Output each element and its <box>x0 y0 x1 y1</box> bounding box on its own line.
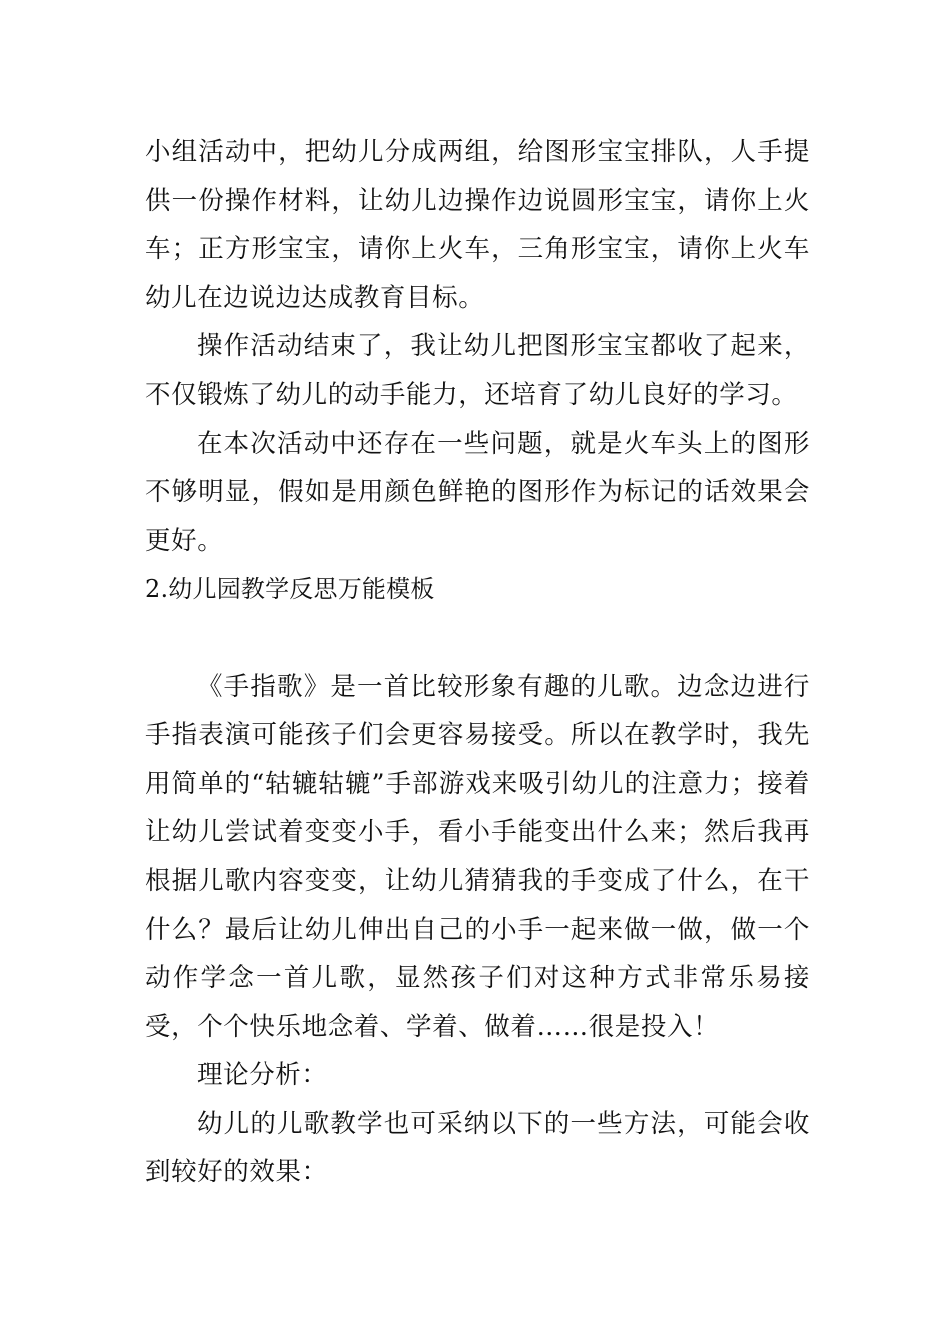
paragraph-methods: 幼儿的儿歌教学也可采纳以下的一些方法，可能会收到较好的效果： <box>145 1108 810 1188</box>
document-body <box>145 128 810 1197</box>
paragraph-theory-label: 理论分析： <box>197 1060 328 1091</box>
blank-line <box>145 614 810 663</box>
paragraph-finger-song: 《手指歌》是一首比较形象有趣的儿歌。边念边进行手指表演可能孩子们会更容易接受。所以在教学时，我先用简单的“轱辘轱辘”手部游戏来吸引幼儿的注意力；接着让幼儿尝试着变变小手，看小手能变出什么来；然后我再根据儿歌内容变变，让幼儿猜猜我的手变成了什么，在干什么？最后让幼儿伸出自己的小手一起来做一做，做一个动作学念一首儿歌，显然孩子们对这种方式非常乐易接受，个个快乐地念着、学着、做着……很是投入！ <box>145 671 810 1042</box>
paragraph-group-activity: 小组活动中，把幼儿分成两组，给图形宝宝排队，人手提供一份操作材料，让幼儿边操作边说圆形宝宝，请你上火车；正方形宝宝，请你上火车，三角形宝宝，请你上火车幼儿在边说边达成教育目标。 <box>145 137 810 313</box>
paragraph-operation-end: 操作活动结束了，我让幼儿把图形宝宝都收了起来，不仅锻炼了幼儿的动手能力，还培育了幼儿良好的学习。 <box>145 331 810 410</box>
section-heading: 2.幼儿园教学反思万能模板 <box>145 575 435 604</box>
paragraph-problems: 在本次活动中还存在一些问题，就是火车头上的图形不够明显，假如是用颜色鲜艳的图形作为标记的话效果会更好。 <box>145 428 810 556</box>
